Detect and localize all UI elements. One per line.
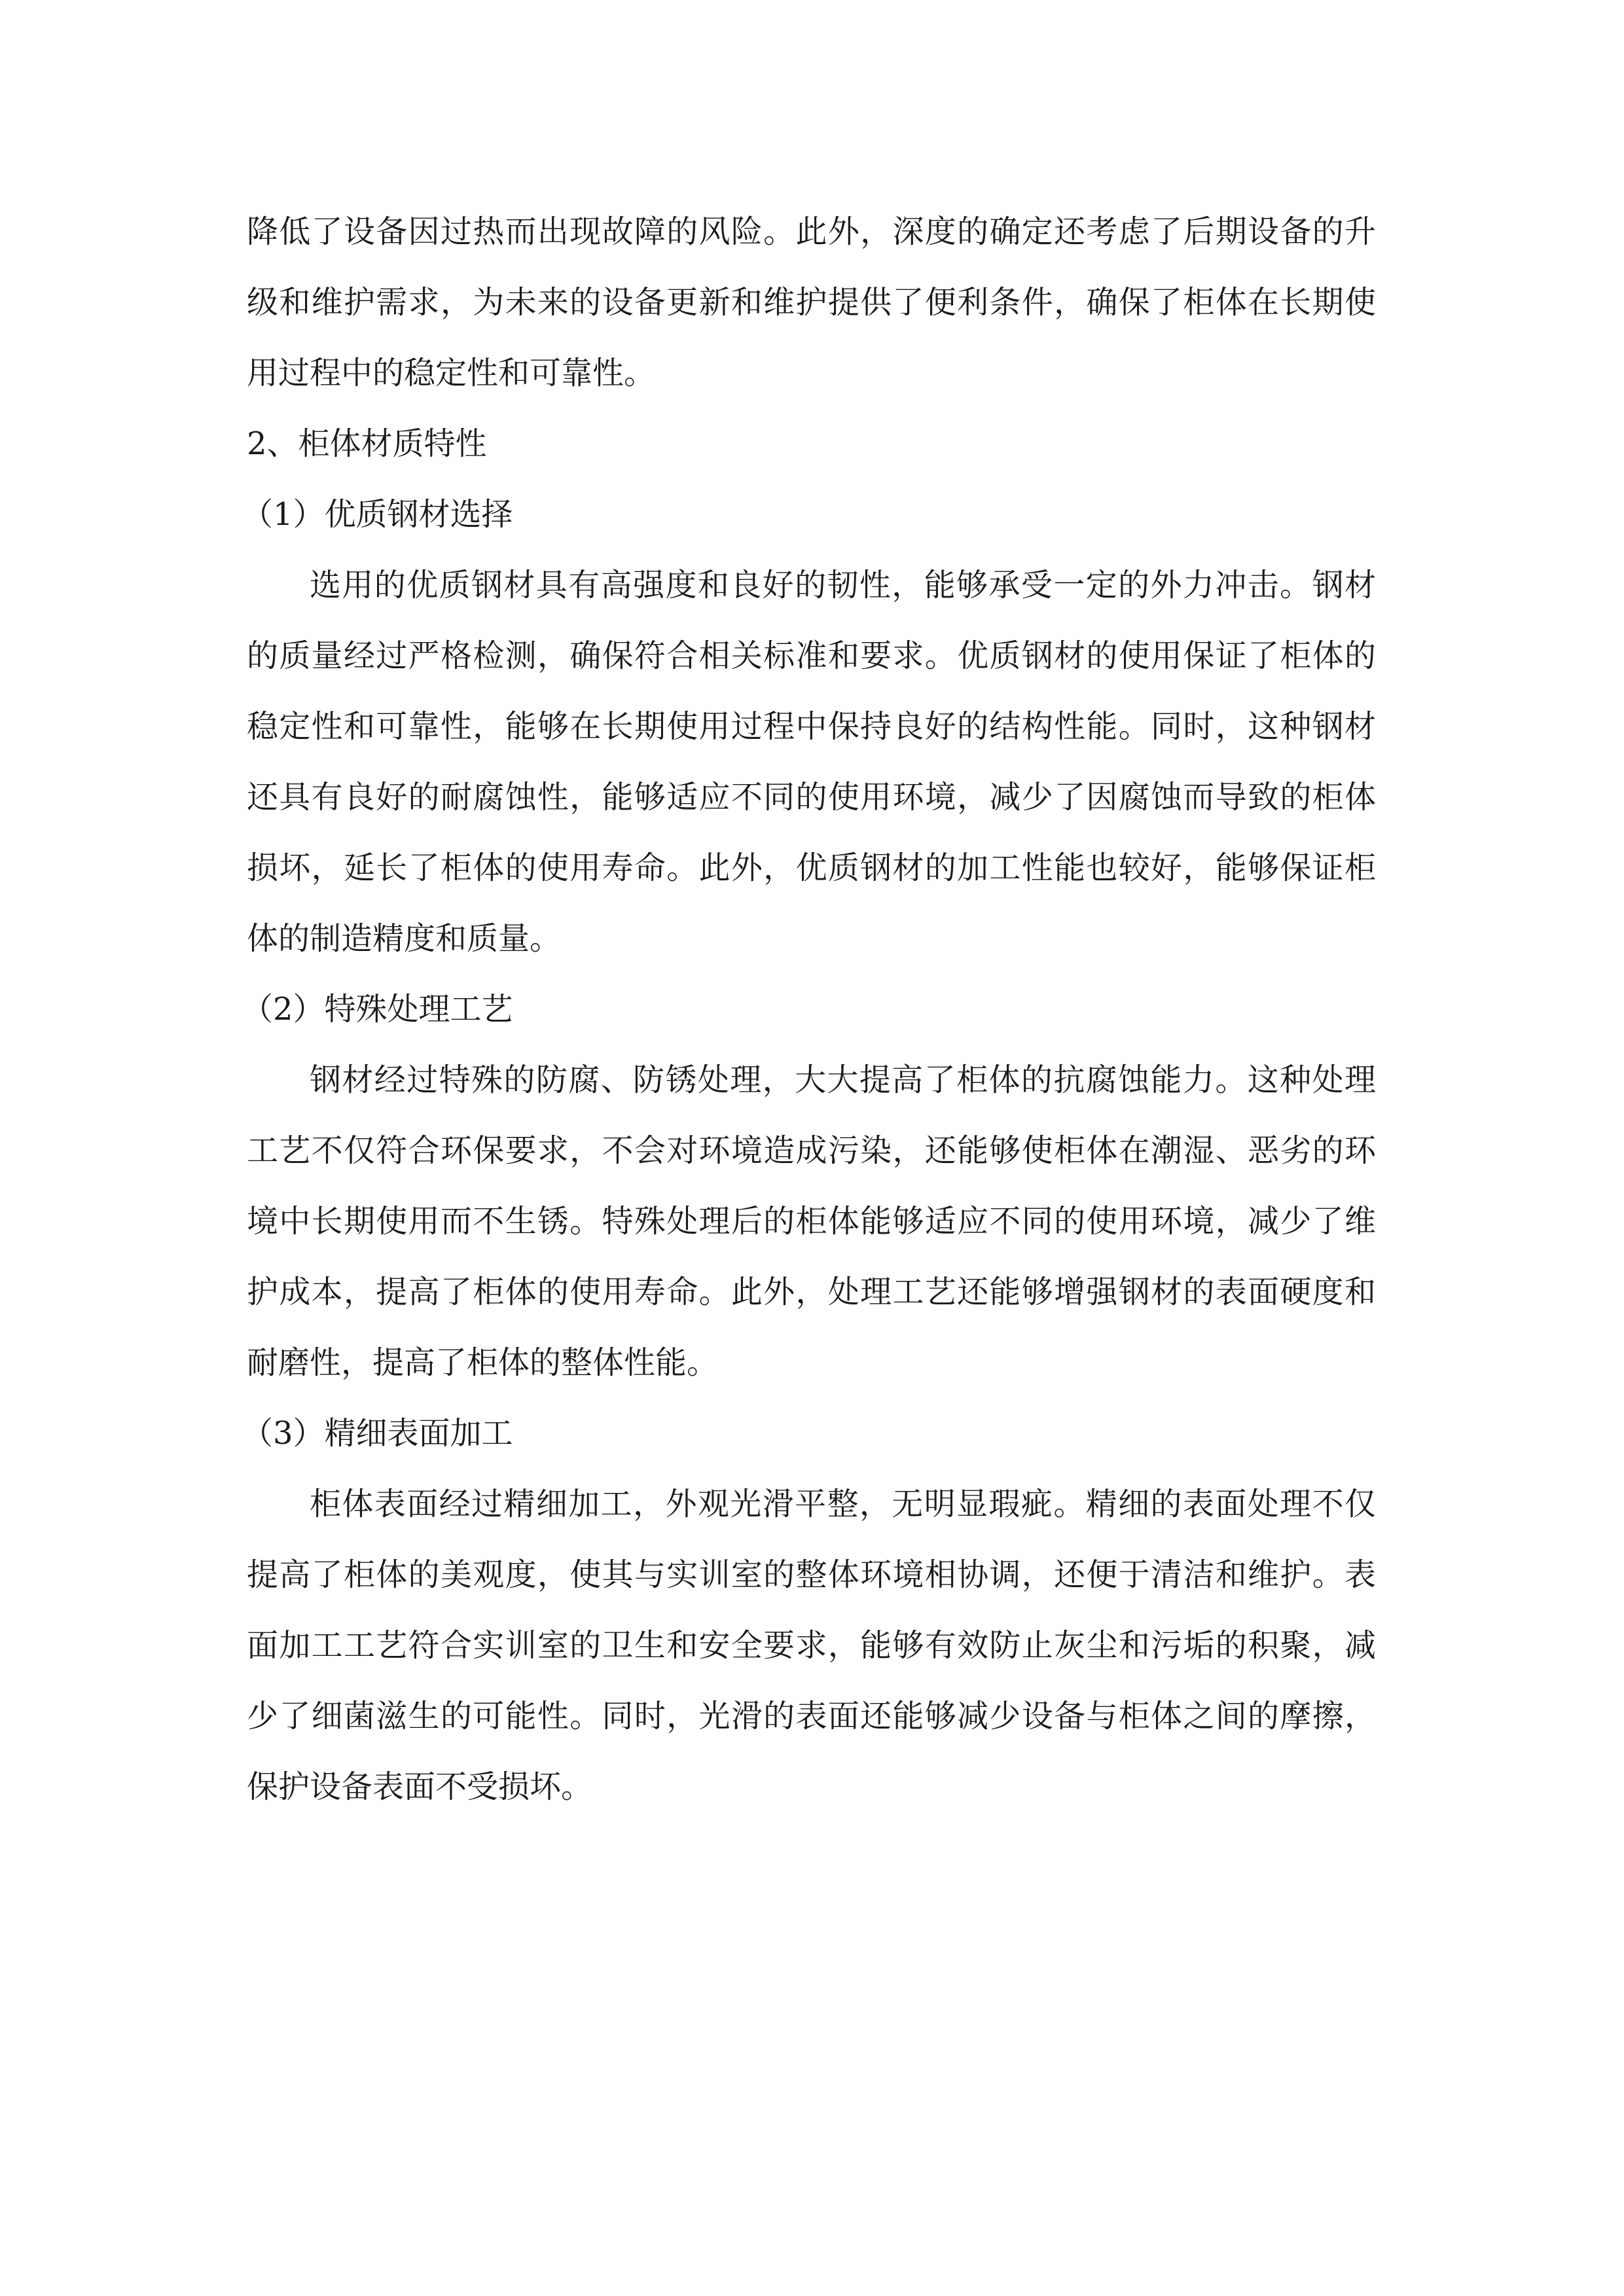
subheading-special-treatment: （2）特殊处理工艺 xyxy=(242,991,513,1028)
document-body xyxy=(242,196,1376,1822)
paragraph-steel-selection: 选用的优质钢材具有高强度和良好的韧性，能够承受一定的外力冲击。钢材的质量经过严格检测，确保符合相关标准和要求。优质钢材的使用保证了柜体的稳定性和可靠性，能够在长期使用过程中保持良好的结构性能。同时，这种钢材还具有良好的耐腐蚀性，能够适应不同的使用环境，减少了因腐蚀而导致的柜体损坏，延长了柜体的使用寿命。此外，优质钢材的加工性能也较好，能够保证柜体的制造精度和质量。 xyxy=(247,567,1376,957)
paragraph-intro: 降低了设备因过热而出现故障的风险。此外，深度的确定还考虑了后期设备的升级和维护需求，为未来的设备更新和维护提供了便利条件，确保了柜体在长期使用过程中的稳定性和可靠性。 xyxy=(247,213,1376,391)
subheading-surface-finishing: （3）精细表面加工 xyxy=(242,1415,513,1452)
paragraph-surface-finishing: 柜体表面经过精细加工，外观光滑平整，无明显瑕疵。精细的表面处理不仅提高了柜体的美观度，使其与实训室的整体环境相协调，还便于清洁和维护。表面加工工艺符合实训室的卫生和安全要求，能够有效防止灰尘和污垢的积聚，减少了细菌滋生的可能性。同时，光滑的表面还能够减少设备与柜体之间的摩擦，保护设备表面不受损坏。 xyxy=(247,1486,1376,1805)
section-heading-material: 2、柜体材质特性 xyxy=(247,425,487,462)
subheading-steel-selection: （1）优质钢材选择 xyxy=(242,496,513,533)
paragraph-special-treatment: 钢材经过特殊的防腐、防锈处理，大大提高了柜体的抗腐蚀能力。这种处理工艺不仅符合环保要求，不会对环境造成污染，还能够使柜体在潮湿、恶劣的环境中长期使用而不生锈。特殊处理后的柜体能够适应不同的使用环境，减少了维护成本，提高了柜体的使用寿命。此外，处理工艺还能够增强钢材的表面硬度和耐磨性，提高了柜体的整体性能。 xyxy=(247,1062,1376,1381)
